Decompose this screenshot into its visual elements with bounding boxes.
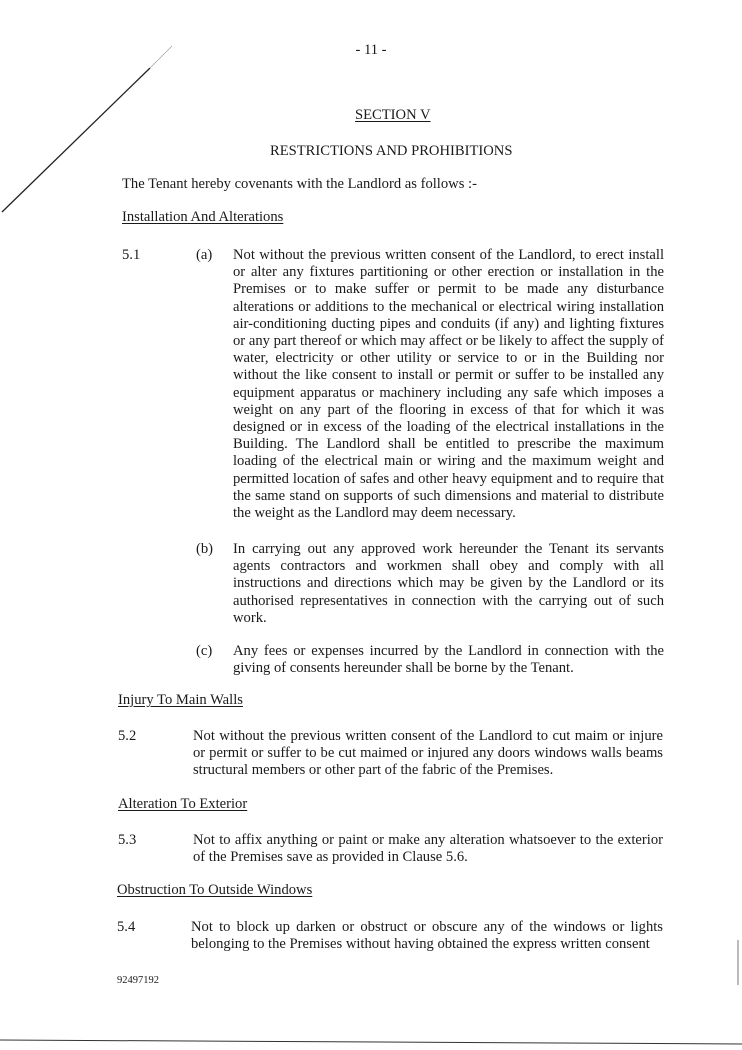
heading-obstruction-text: Obstruction To Outside Windows [117, 882, 313, 898]
clause-5-1-b-label: (b) [196, 541, 214, 557]
section-subtitle: RESTRICTIONS AND PROHIBITIONS [270, 143, 513, 159]
clause-5-2-number: 5.2 [118, 728, 137, 744]
clause-5-3-text: Not to affix anything or paint or make any alteration whatsoever to the exterior of the Premises save as provided in Clause 5.6. [193, 832, 663, 866]
clause-5-4-number: 5.4 [117, 919, 136, 935]
clause-5-4-text: Not to block up darken or obstruct or obscure any of the windows or lights belonging to the Premises without having obtained the express written consent [191, 919, 663, 953]
heading-alteration-text: Alteration To Exterior [118, 796, 248, 812]
heading-obstruction [117, 882, 312, 899]
scan-bottom-edge [0, 1040, 742, 1044]
section-title-text: SECTION V [355, 107, 431, 123]
page-number: - 11 - [355, 42, 387, 58]
heading-installation [122, 209, 283, 226]
heading-injury-text: Injury To Main Walls [118, 692, 243, 708]
heading-alteration [118, 796, 247, 813]
clause-5-1-c-label: (c) [196, 643, 213, 659]
clause-5-1-number: 5.1 [122, 247, 141, 263]
clause-5-1-a-label: (a) [196, 247, 213, 263]
heading-installation-text: Installation And Alterations [122, 209, 284, 225]
clause-5-2-text: Not without the previous written consent of the Landlord to cut maim or injure or permit or suffer to be cut maimed or injured any doors windows walls beams structural members or other part of the fabric of the Premises. [193, 728, 663, 779]
clause-5-3-number: 5.3 [118, 832, 137, 848]
intro-text: The Tenant hereby covenants with the Landlord as follows :- [122, 176, 477, 192]
heading-injury [118, 692, 243, 709]
section-title [355, 107, 431, 124]
footer-code: 92497192 [117, 975, 159, 986]
clause-5-1-c-text: Any fees or expenses incurred by the Landlord in connection with the giving of consents hereunder shall be borne by the Tenant. [233, 643, 664, 677]
clause-5-1-b-text: In carrying out any approved work hereunder the Tenant its servants agents contractors and workmen shall obey and comply with all instructions and directions which may be given by the Landlord or its authorised representatives in connection with the carrying out of such work. [233, 541, 664, 626]
clause-5-1-a-text: Not without the previous written consent of the Landlord, to erect install or alter any fixtures partitioning or other erection or installation in the Premises or to make suffer or permit to be made any disturbance alterations or additions to the mechanical or electrical wiring installation air-conditioning ducting pipes and conduits (if any) and lighting fixtures or any part thereof or which may affect or be likely to affect the supply of water, electricity or other utility or service to or in the Building nor without the like consent to install or permit or suffer to be installed any equipment apparatus or machinery including any safe which imposes a weight on any part of the flooring in excess of that for which it was designed or in excess of the loading of the electrical installations in the Building. The Landlord shall be entitled to prescribe the maximum loading of the electrical main or wiring and the maximum weight and permitted location of safes and other heavy equipment and to require that the same stand on supports of such dimensions and material to distribute the weight as the Landlord may deem necessary. [233, 247, 664, 522]
